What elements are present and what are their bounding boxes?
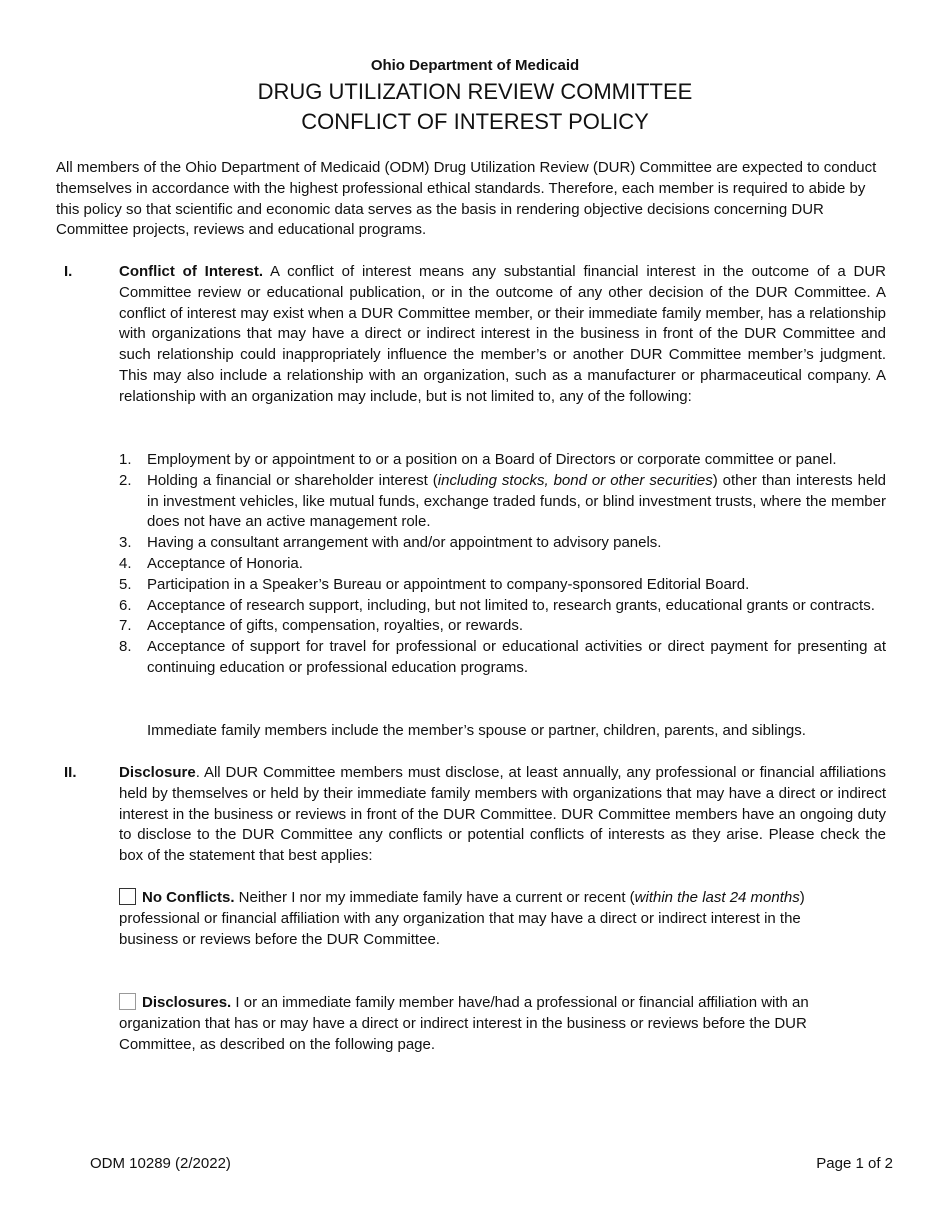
list-item bbox=[119, 450, 886, 471]
section-number: II. bbox=[64, 764, 77, 781]
section-disclosure bbox=[56, 763, 886, 867]
document-title-line-1: DRUG UTILIZATION REVIEW COMMITTEE bbox=[257, 79, 693, 104]
list-item-number: 5. bbox=[119, 575, 132, 593]
option-label: Disclosures. bbox=[142, 994, 232, 1011]
list-item-text: Acceptance of Honoria. bbox=[147, 554, 303, 572]
option-no-conflicts bbox=[119, 888, 859, 950]
form-id: ODM 10289 (2/2022) bbox=[90, 1155, 231, 1172]
section-number: I. bbox=[64, 263, 73, 280]
section-lead: Disclosure bbox=[119, 764, 196, 781]
list-item bbox=[119, 637, 886, 679]
section-conflict-of-interest bbox=[56, 262, 886, 408]
section-text: A conflict of interest means any substantial financial interest in the outcome of a DUR Committee review or educational publication, or in the outcome of any other decision of the DUR Committee. A conflict of interest may exist when a DUR Committee member, or their immediate family member, has a relationship with organizations that may have a direct or indirect interest in the business in front of the DUR Committee and such relationship could inappropriately influence the member’s or another DUR Committee member’s judgment. This may also include a relationship with an organization, such as a manufacturer or pharmaceutical company. A relationship with an organization may include, but is not limited to, any of the following: bbox=[119, 263, 887, 405]
list-item-number: 2. bbox=[119, 471, 132, 489]
list-item bbox=[119, 533, 886, 554]
list-item-text: Acceptance of support for travel for professional or educational activities or direct payment for presenting at continuing education or professional education programs. bbox=[147, 638, 886, 676]
section-lead: Conflict of Interest. bbox=[119, 263, 264, 280]
agency-name: Ohio Department of Medicaid bbox=[370, 57, 580, 74]
option-text: ) professional or financial affiliation with any organization that may have a direct or indirect interest in the business or reviews before the DUR Committee. bbox=[119, 889, 805, 948]
list-item-text: ) other than interests held in investment vehicles, like mutual funds, exchange traded funds, or blind investment trusts, where the member does not have an active management role. bbox=[147, 471, 886, 531]
list-item-text: Holding a financial or shareholder interest ( bbox=[147, 471, 438, 489]
list-item bbox=[119, 471, 886, 533]
no-conflicts-checkbox[interactable] bbox=[119, 888, 136, 905]
list-item-text: Participation in a Speaker’s Bureau or appointment to company-sponsored Editorial Board. bbox=[147, 575, 750, 593]
section-text: . All DUR Committee members must disclose, at least annually, any professional or financial affiliations held by themselves or held by their immediate family members with organizations that may have a direct or indirect interest in the business or reviews in front of the DUR Committee. DUR Committee members have an ongoing duty to disclose to the DUR Committee any conflicts or potential conflicts of interests as they arise. Please check the box of the statement that best applies: bbox=[119, 764, 886, 865]
option-text: I or an immediate family member have/had a professional or financial affiliation with an organization that has or may have a direct or indirect interest in the business or reviews before the DUR Committee, as described on the following page. bbox=[119, 994, 809, 1053]
list-item-text: Acceptance of gifts, compensation, royalties, or rewards. bbox=[147, 617, 524, 635]
family-members-note: Immediate family members include the member’s spouse or partner, children, parents, and siblings. bbox=[147, 722, 806, 739]
section-body bbox=[119, 763, 886, 867]
section-body bbox=[119, 262, 886, 408]
list-item-number: 7. bbox=[119, 617, 132, 635]
option-label: No Conflicts. bbox=[142, 889, 235, 906]
list-item-number: 6. bbox=[119, 596, 132, 614]
option-text: Neither I nor my immediate family have a current or recent ( bbox=[234, 889, 635, 906]
disclosures-checkbox[interactable] bbox=[119, 993, 136, 1010]
list-item bbox=[119, 554, 886, 575]
document-title-line-2: CONFLICT OF INTEREST POLICY bbox=[301, 109, 649, 134]
option-italic: within the last 24 months bbox=[634, 889, 800, 906]
page-number: Page 1 of 2 bbox=[816, 1155, 893, 1172]
list-item-number: 3. bbox=[119, 534, 132, 552]
list-item-text: Acceptance of research support, including, but not limited to, research grants, educational grants or contracts. bbox=[147, 596, 875, 614]
list-item-text: Having a consultant arrangement with and/or appointment to advisory panels. bbox=[147, 534, 662, 552]
list-item-italic: including stocks, bond or other securities bbox=[437, 471, 713, 489]
option-disclosures bbox=[119, 993, 859, 1055]
relationship-list bbox=[119, 450, 886, 679]
list-item-number: 4. bbox=[119, 554, 132, 572]
list-item bbox=[119, 616, 886, 637]
intro-paragraph: All members of the Ohio Department of Medicaid (ODM) Drug Utilization Review (DUR) Committee are expected to conduct themselves in accordance with the highest professional ethical standards. Therefore, each member is required to abide by this policy so that scientific and economic data serves as the basis in rendering objective decisions concerning DUR Committee projects, reviews and educational programs. bbox=[56, 159, 877, 239]
list-item bbox=[119, 596, 886, 617]
list-item bbox=[119, 575, 886, 596]
list-item-number: 1. bbox=[119, 451, 132, 468]
list-item-text: Employment by or appointment to or a position on a Board of Directors or corporate committee or panel. bbox=[147, 451, 837, 468]
list-item-number: 8. bbox=[119, 638, 132, 656]
